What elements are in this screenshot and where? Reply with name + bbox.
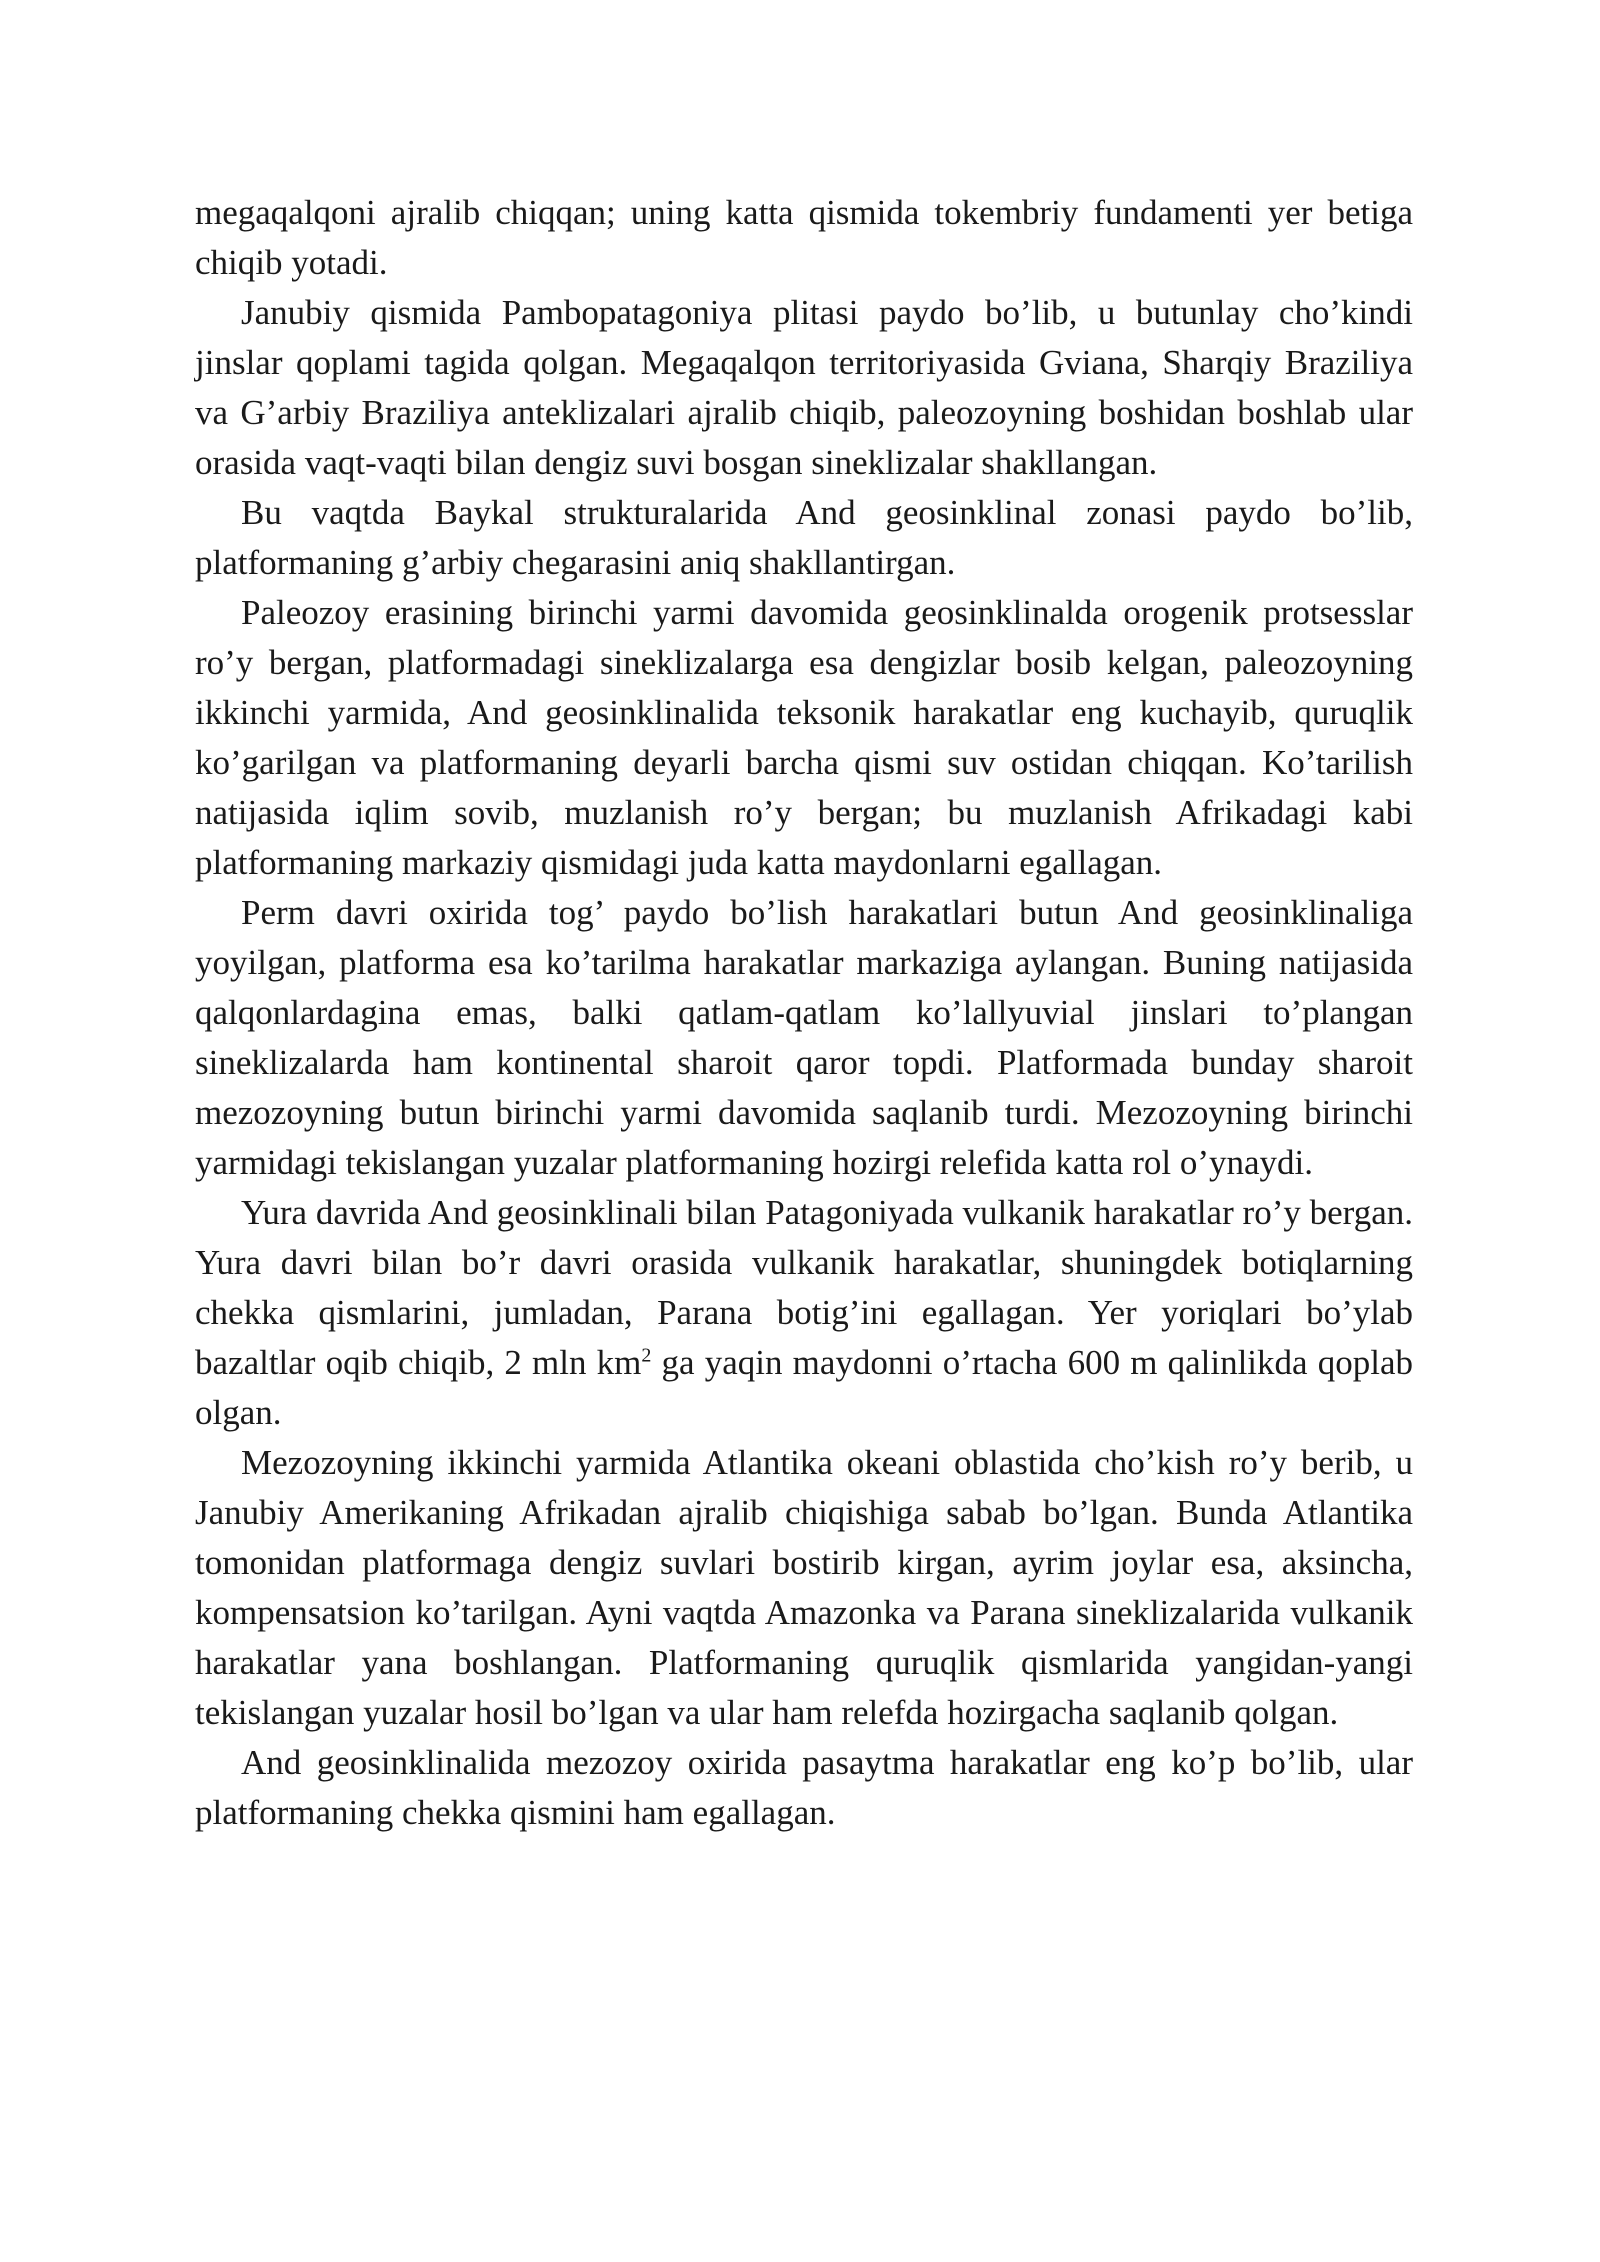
superscript-exponent: 2	[641, 1344, 652, 1367]
paragraph-continued: megaqalqoni ajralib chiqqan; uning katta qismida tokembriy fundamenti yer betiga chiqib yotadi.	[195, 193, 1413, 282]
paragraph-perm: Perm davri oxirida tog’ paydo bo’lish harakatlari butun And geosinklinaliga yoyilgan, platforma esa ko’tarilma harakatlar markaziga aylangan. Buning natijasida qalqonlardagina emas, balki qatlam-qatlam ko’lallyuvial jinslari to’plangan sineklizalarda ham kontinental sharoit qaror topdi. Platformada bunday sharoit mezozoyning butun birinchi yarmi davomida saqlanib turdi. Mezozoyning birinchi yarmidagi tekislangan yuzalar platformaning hozirgi relefida katta rol o’ynaydi.	[195, 893, 1413, 1182]
paragraph-and-geosinklinal: And geosinklinalida mezozoy oxirida pasaytma harakatlar eng ko’p bo’lib, ular platformaning chekka qismini ham egallagan.	[195, 1743, 1413, 1832]
document-page	[195, 188, 1413, 1838]
paragraph-paleozoy: Paleozoy erasining birinchi yarmi davomida geosinklinalda orogenik protsesslar ro’y bergan, platformadagi sineklizalarga esa dengizlar bosib kelgan, paleozoyning ikkinchi yarmida, And geosinklinalida teksonik harakatlar eng kuchayib, quruqlik ko’garilgan va platformaning deyarli barcha qismi suv ostidan chiqqan. Ko’tarilish natijasida iqlim sovib, muzlanish ro’y bergan; bu muzlanish Afrikadagi kabi platformaning markaziy qismidagi juda katta maydonlarni egallagan.	[195, 593, 1413, 882]
paragraph-mezozoy: Mezozoyning ikkinchi yarmida Atlantika okeani oblastida cho’kish ro’y berib, u Janubiy Amerikaning Afrikadan ajralib chiqishiga sabab bo’lgan. Bunda Atlantika tomonidan platformaga dengiz suvlari bostirib kirgan, ayrim joylar esa, aksincha, kompensatsion ko’tarilgan. Ayni vaqtda Amazonka va Parana sineklizalarida vulkanik harakatlar yana boshlangan. Platformaning quruqlik qismlarida yangidan-yangi tekislangan yuzalar hosil bo’lgan va ular ham relefda hozirgacha saqlanib qolgan.	[195, 1443, 1413, 1732]
paragraph-baykal: Bu vaqtda Baykal strukturalarida And geosinklinal zonasi paydo bo’lib, platformaning g’arbiy chegarasini aniq shakllantirgan.	[195, 493, 1413, 582]
paragraph-yura	[195, 1188, 1413, 1438]
paragraph-pambopatagoniya: Janubiy qismida Pambopatagoniya plitasi paydo bo’lib, u butunlay cho’kindi jinslar qoplami tagida qolgan. Megaqalqon territoriyasida Gviana, Sharqiy Braziliya va G’arbiy Braziliya anteklizalari ajralib chiqib, paleozoyning boshidan boshlab ular orasida vaqt-vaqti bilan dengiz suvi bosgan sineklizalar shakllangan.	[195, 293, 1413, 482]
paragraph-yura-text-end: ga yaqin maydonni o’rtacha 600 m qalinlikda qoplab olgan.	[195, 1343, 1413, 1432]
paragraph-yura-text: Yura davrida And geosinklinali bilan Patagoniyada vulkanik harakatlar ro’y bergan. Yura davri bilan bo’r davri orasida vulkanik harakatlar, shuningdek botiqlarning chekka qismlarini, jumladan, Parana botig’ini egallagan. Yer yoriqlari bo’ylab bazaltlar oqib chiqib, 2 mln km	[195, 1193, 1413, 1382]
